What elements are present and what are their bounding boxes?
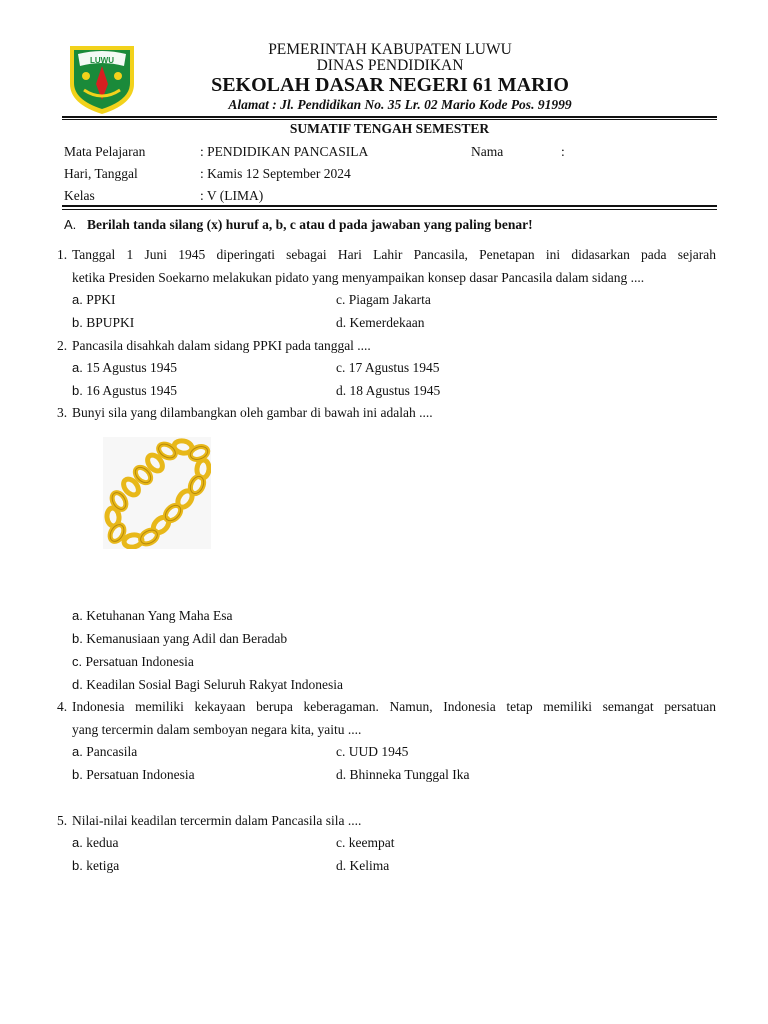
option-text: Kemanusiaan yang Adil dan Beradab: [86, 631, 288, 646]
question-2-line-1: Pancasila disahkah dalam sidang PPKI pada tanggal ....: [72, 338, 371, 353]
option-letter: b.: [72, 858, 83, 873]
question-2-number: 2.: [57, 338, 68, 353]
question-3-line-1: Bunyi sila yang dilambangkan oleh gambar di bawah ini adalah ....: [72, 405, 433, 420]
section-letter: A.: [64, 217, 77, 232]
option-letter: b.: [72, 383, 83, 398]
option-text: BPUPKI: [86, 315, 135, 330]
section-instruction: Berilah tanda silang (x) huruf a, b, c atau d pada jawaban yang paling benar!: [87, 217, 533, 232]
option-text: Ketuhanan Yang Maha Esa: [86, 608, 233, 623]
question-3-option-d[interactable]: [72, 677, 343, 693]
question-3-option-b[interactable]: [72, 631, 287, 647]
option-text: 15 Agustus 1945: [86, 360, 177, 375]
question-1-line-1: Tanggal 1 Juni 1945 diperingati sebagai Hari Lahir Pancasila, Penetapan ini didasarkan pada sejarah: [72, 247, 716, 262]
question-1-number: 1.: [57, 247, 68, 262]
question-5-line-1: Nilai-nilai keadilan tercermin dalam Pancasila sila ....: [72, 813, 362, 828]
option-letter: a.: [72, 292, 83, 307]
option-letter: a.: [72, 608, 83, 623]
header-government: PEMERINTAH KABUPATEN LUWU: [268, 41, 512, 58]
option-text: ketiga: [86, 858, 120, 873]
question-4-option-b[interactable]: [72, 767, 195, 783]
option-letter: b.: [72, 767, 83, 782]
gold-chain-image: [103, 437, 211, 549]
question-4-line-2: yang tercermin dalam semboyan negara kita, yaitu ....: [72, 722, 362, 737]
option-text: Keadilan Sosial Bagi Seluruh Rakyat Indonesia: [86, 677, 344, 692]
question-3-number: 3.: [57, 405, 68, 420]
question-4-option-c[interactable]: c. UUD 1945: [336, 744, 409, 759]
question-4-option-d[interactable]: d. Bhinneka Tunggal Ika: [336, 767, 470, 782]
option-letter: a.: [72, 744, 83, 759]
question-5-number: 5.: [57, 813, 68, 828]
option-text: PPKI: [86, 292, 116, 307]
option-text: kedua: [86, 835, 119, 850]
exam-title: SUMATIF TENGAH SEMESTER: [289, 121, 490, 136]
subject-value: : PENDIDIKAN PANCASILA: [200, 144, 369, 159]
date-value: : Kamis 12 September 2024: [200, 166, 351, 181]
option-text: 16 Agustus 1945: [86, 383, 177, 398]
question-4-number: 4.: [57, 699, 68, 714]
question-4-option-a[interactable]: [72, 744, 137, 760]
question-3-option-c[interactable]: [72, 654, 194, 670]
gold-chain-icon: [103, 437, 211, 549]
question-4-line-1: Indonesia memiliki kekayaan berupa keberagaman. Namun, Indonesia tetap memiliki semangat persatuan: [72, 699, 716, 714]
svg-text:LUWU: LUWU: [90, 56, 114, 65]
question-2-option-b[interactable]: [72, 383, 177, 399]
header-divider-bottom: [62, 119, 717, 120]
name-colon: :: [561, 144, 565, 159]
option-text: Persatuan Indonesia: [86, 767, 195, 782]
luwu-crest-icon: [64, 40, 140, 116]
header-department: DINAS PENDIDIKAN: [316, 57, 464, 74]
question-2-option-d[interactable]: d. 18 Agustus 1945: [336, 383, 441, 398]
question-1-option-b[interactable]: [72, 315, 134, 331]
class-value: : V (LIMA): [200, 188, 264, 203]
question-3-option-a[interactable]: [72, 608, 232, 624]
option-letter: b.: [72, 315, 83, 330]
subject-label: Mata Pelajaran: [64, 144, 146, 159]
question-5-option-c[interactable]: c. keempat: [336, 835, 395, 850]
option-letter: a.: [72, 360, 83, 375]
option-letter: b.: [72, 631, 83, 646]
header-school-name: SEKOLAH DASAR NEGERI 61 MARIO: [211, 74, 569, 96]
question-5-option-b[interactable]: [72, 858, 119, 874]
question-1-option-c[interactable]: c. Piagam Jakarta: [336, 292, 431, 307]
question-2-option-a[interactable]: [72, 360, 177, 376]
option-letter: c.: [72, 654, 83, 669]
header-address: Alamat : Jl. Pendidikan No. 35 Lr. 02 Mario Kode Pos. 91999: [228, 97, 572, 112]
question-1-option-a[interactable]: [72, 292, 115, 308]
option-text: Pancasila: [86, 744, 138, 759]
class-label: Kelas: [64, 188, 95, 203]
question-5-option-a[interactable]: [72, 835, 118, 851]
header-divider-top: [62, 116, 717, 118]
question-2-option-c[interactable]: c. 17 Agustus 1945: [336, 360, 440, 375]
info-divider-top: [62, 205, 717, 207]
name-label: Nama: [471, 144, 504, 159]
date-label: Hari, Tanggal: [64, 166, 138, 181]
question-1-option-d[interactable]: d. Kemerdekaan: [336, 315, 425, 330]
option-text: Persatuan Indonesia: [85, 654, 194, 669]
school-logo: [64, 40, 140, 116]
option-letter: d.: [72, 677, 83, 692]
info-divider-bottom: [62, 209, 717, 210]
option-letter: a.: [72, 835, 83, 850]
question-1-line-2: ketika Presiden Soekarno melakukan pidato yang menyampaikan konsep dasar Pancasila dalam sidang ....: [72, 270, 645, 285]
question-5-option-d[interactable]: d. Kelima: [336, 858, 390, 873]
